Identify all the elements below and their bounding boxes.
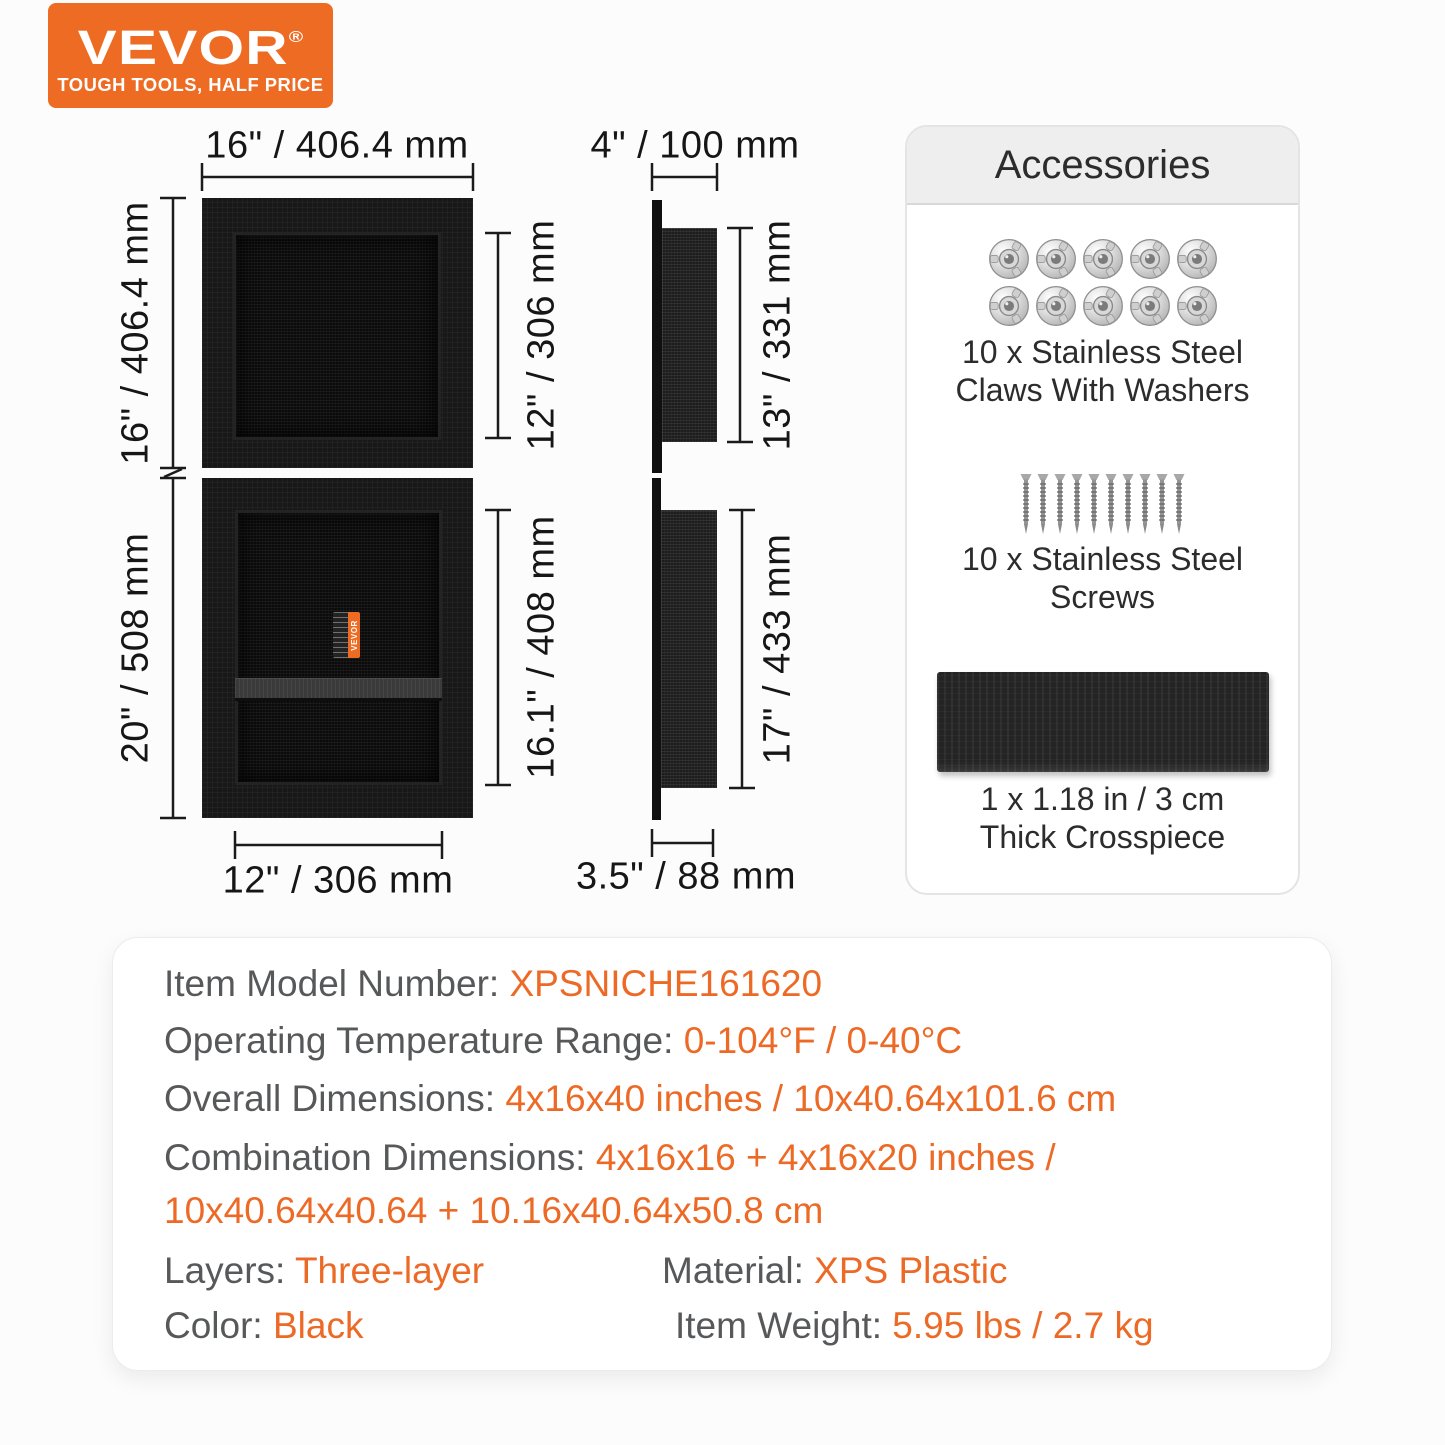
screw-icon <box>1020 474 1032 534</box>
screw-icon <box>1173 474 1185 534</box>
side-bottom-width-dim <box>652 829 713 857</box>
spec-row-color-weight: Color: Black Item Weight: 5.95 lbs / 2.7 kg <box>164 1305 1154 1346</box>
claw-washer-icon <box>1176 285 1218 327</box>
claw-row <box>988 238 1218 280</box>
spec-row-model: Item Model Number: XPSNICHE161620 <box>164 963 823 1004</box>
claw-washer-icon <box>1035 285 1077 327</box>
claws-group <box>907 238 1298 327</box>
screw-icon <box>1105 474 1117 534</box>
screw-icon <box>1054 474 1066 534</box>
vevor-logo-wordmark: VEVOR® <box>77 21 304 75</box>
claw-washer-icon <box>1035 238 1077 280</box>
spec-col-weight: Item Weight: 5.95 lbs / 2.7 kg <box>675 1305 1154 1346</box>
front-bottom-width-dim <box>235 831 442 859</box>
accessories-card <box>905 125 1300 895</box>
vevor-logo-tagline: TOUGH TOOLS, HALF PRICE <box>57 74 324 95</box>
claws-caption: 10 x Stainless Steel Claws With Washers <box>955 334 1250 408</box>
screws-group <box>907 474 1298 534</box>
claw-washer-icon <box>1082 285 1124 327</box>
spec-row-layers-material: Layers: Three-layer Material: XPS Plastic <box>164 1250 1008 1291</box>
screw-icon <box>1139 474 1151 534</box>
dim-label-side-bottom-height: 17" / 433 mm <box>756 533 799 765</box>
side-bottom-height-dim <box>729 510 755 788</box>
crosspiece-caption: 1 x 1.18 in / 3 cm Thick Crosspiece <box>979 781 1226 855</box>
spec-row-combination-dimensions: Combination Dimensions: 4x16x16 + 4x16x20 inches / <box>164 1137 1056 1178</box>
dim-label-front-left-bottom: 20" / 508 mm <box>114 532 157 764</box>
claw-row <box>988 285 1218 327</box>
claw-washer-icon <box>1129 238 1171 280</box>
dim-label-front-inner-bottom: 16.1" / 408 mm <box>520 515 563 779</box>
claw-washer-icon <box>1129 285 1171 327</box>
side-top-height-dim <box>727 228 753 442</box>
front-left-top-dim <box>160 198 186 468</box>
sticker-brand-band: VEVOR <box>348 612 360 658</box>
dim-label-front-left-top: 16" / 406.4 mm <box>114 201 157 465</box>
screw-icon <box>1037 474 1049 534</box>
dim-label-side-top-height: 13" / 331 mm <box>756 219 799 451</box>
dim-label-front-inner-top: 12" / 306 mm <box>520 219 563 451</box>
specifications-card <box>112 937 1332 1371</box>
spec-row-overall-dimensions: Overall Dimensions: 4x16x40 inches / 10x40.64x101.6 cm <box>164 1078 1117 1119</box>
screws-caption: 10 x Stainless Steel Screws <box>961 541 1244 615</box>
dim-label-side-bottom-width: 3.5" / 88 mm <box>575 855 797 898</box>
crosspiece-image <box>937 672 1269 772</box>
claw-washer-icon <box>1082 238 1124 280</box>
claw-washer-icon <box>988 285 1030 327</box>
screw-icon <box>1088 474 1100 534</box>
dim-label-side-top-width: 4" / 100 mm <box>590 124 800 167</box>
screw-icon <box>1122 474 1134 534</box>
spec-row-temperature: Operating Temperature Range: 0-104°F / 0-40°C <box>164 1020 963 1061</box>
front-inner-top-dim <box>485 233 511 438</box>
spec-col-material: Material: XPS Plastic <box>662 1250 1008 1291</box>
screw-icon <box>1156 474 1168 534</box>
accessories-title: Accessories <box>994 142 1211 187</box>
dim-label-front-bottom-width: 12" / 306 mm <box>222 859 454 902</box>
accessories-header <box>907 127 1298 205</box>
claw-washer-icon <box>1176 238 1218 280</box>
dim-break-mark <box>164 469 182 477</box>
dim-label-front-top-width: 16" / 406.4 mm <box>205 124 469 167</box>
claw-washer-icon <box>988 238 1030 280</box>
registered-trademark-icon: ® <box>288 28 304 46</box>
spec-row-combination-dimensions-cont: 10x40.64x40.64 + 10.16x40.64x50.8 cm <box>164 1190 824 1231</box>
front-left-bottom-dim <box>160 478 186 818</box>
front-inner-bottom-dim <box>485 510 511 785</box>
screw-icon <box>1071 474 1083 534</box>
